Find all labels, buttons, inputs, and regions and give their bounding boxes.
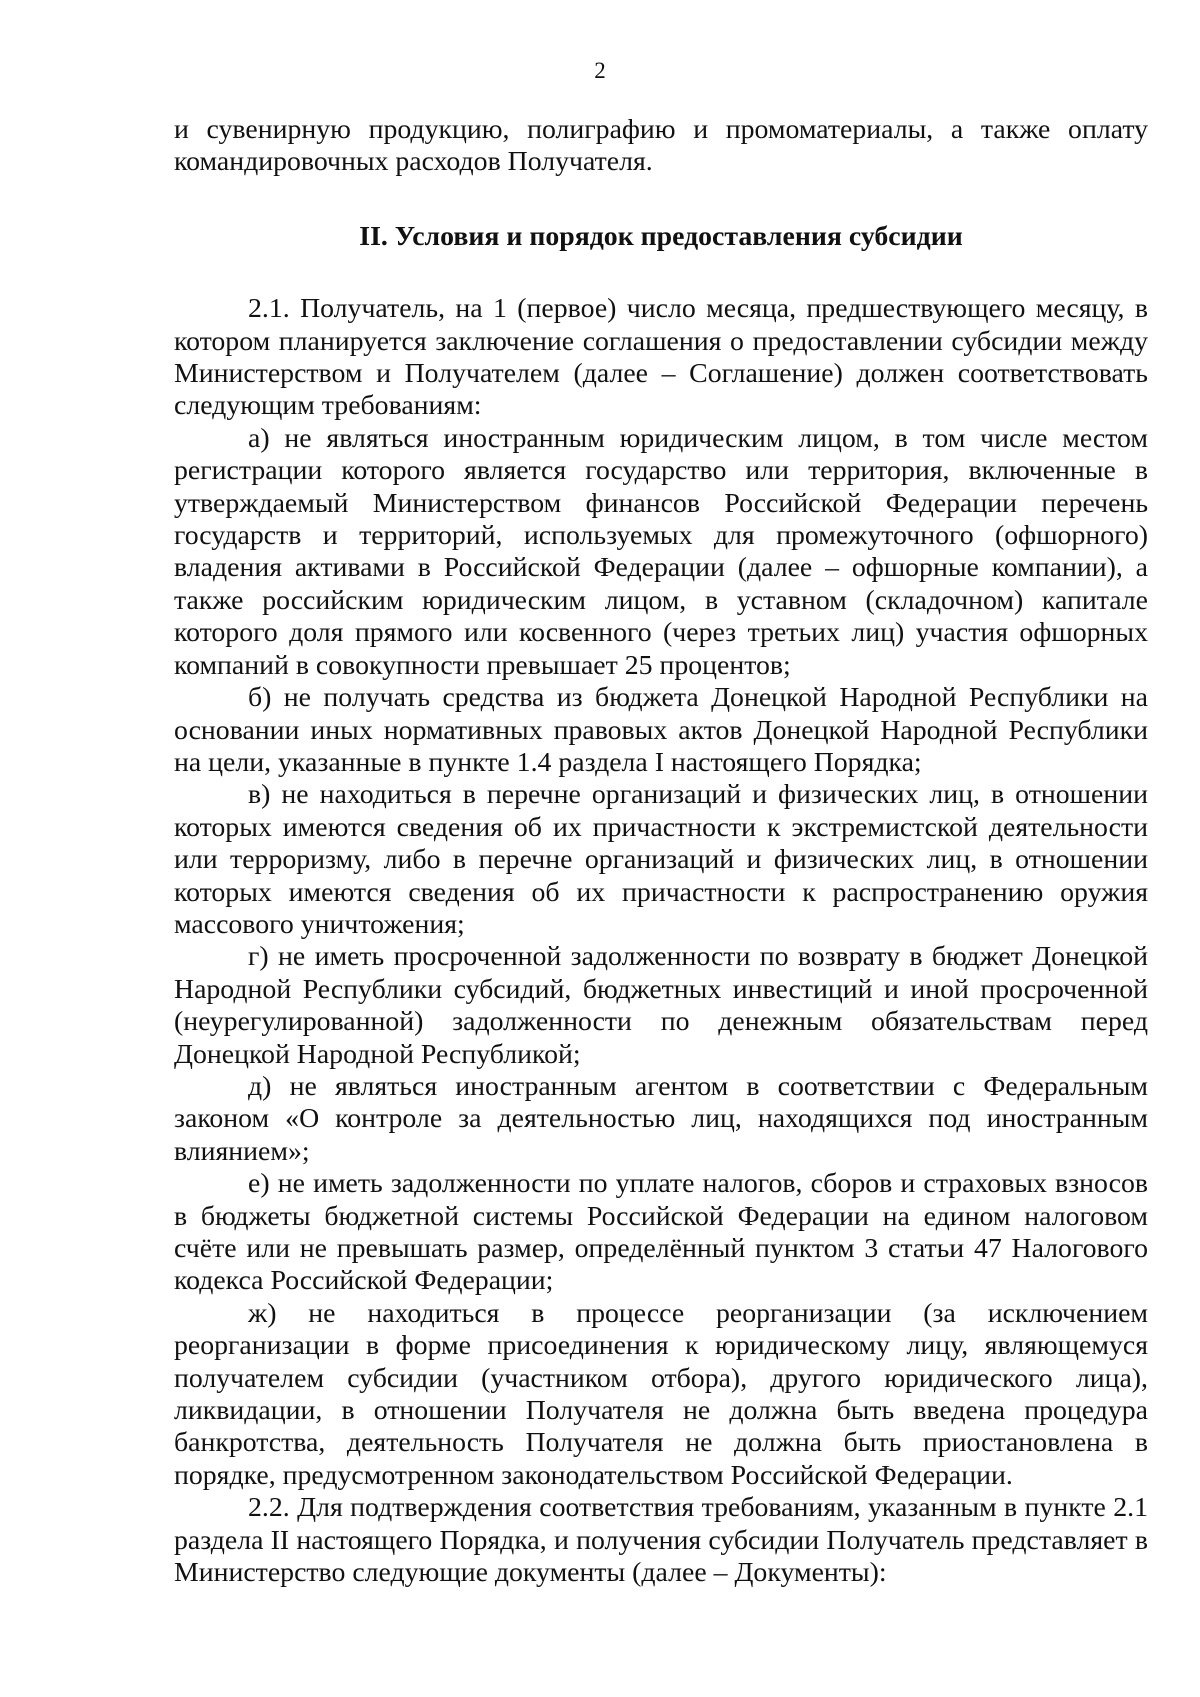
intro-paragraph: и сувенирную продукцию, полиграфию и промоматериалы, а также оплату командировочных расходов Получателя. [174, 114, 1148, 178]
page-number: 2 [594, 58, 606, 83]
requirement-g: г) не иметь просроченной задолженности по возврату в бюджет Донецкой Народной Республики субсидий, бюджетных инвестиций и иной просроченной (неурегулированной) задолженности по денежным обязательствам перед Донецкой Народной Республикой; [174, 941, 1148, 1070]
requirement-d: д) не являться иностранным агентом в соответствии с Федеральным законом «О контроле за деятельностью лиц, находящихся под иностранным влиянием»; [174, 1070, 1148, 1167]
clause-2-1: 2.1. Получатель, на 1 (первое) число месяца, предшествующего месяцу, в котором планируется заключение соглашения о предоставлении субсидии между Министерством и Получателем (далее – Соглашение) должен соответствовать следующим требованиям: [174, 293, 1148, 422]
section-heading: II. Условия и порядок предоставления субсидии [359, 220, 963, 252]
requirement-e: е) не иметь задолженности по уплате налогов, сборов и страховых взносов в бюджеты бюджетной системы Российской Федерации на едином налоговом счёте или не превышать размер, определённый пунктом 3 статьи 47 Налогового кодекса Российской Федерации; [174, 1168, 1148, 1297]
clause-2-2: 2.2. Для подтверждения соответствия требованиям, указанным в пункте 2.1 раздела II настоящего Порядка, и получения субсидии Получатель представляет в Министерство следующие документы (далее – Документы): [174, 1492, 1148, 1589]
requirement-v: в) не находиться в перечне организаций и физических лиц, в отношении которых имеются сведения об их причастности к экстремистской деятельности или терроризму, либо в перечне организаций и физических лиц, в отношении которых имеются сведения об их причастности к распространению оружия массового уничтожения; [174, 779, 1148, 940]
requirement-zh: ж) не находиться в процессе реорганизации (за исключением реорганизации в форме присоединения к юридическому лицу, являющемуся получателем субсидии (участником отбора), другого юридического лица), ликвидации, в отношении Получателя не должна быть введена процедура банкротства, деятельность Получателя не должна быть приостановлена в порядке, предусмотренном законодательством Российской Федерации. [174, 1297, 1148, 1491]
document-body [174, 114, 1148, 1589]
requirement-a: а) не являться иностранным юридическим лицом, в том числе местом регистрации которого является государство или территория, включенные в утверждаемый Министерством финансов Российской Федерации перечень государств и территорий, используемых для промежуточного (офшорного) владения активами в Российской Федерации (далее – офшорные компании), а также российским юридическим лицом, в уставном (складочном) капитале которого доля прямого или косвенного (через третьих лиц) участия офшорных компаний в совокупности превышает 25 процентов; [174, 422, 1148, 681]
requirement-b: б) не получать средства из бюджета Донецкой Народной Республики на основании иных нормативных правовых актов Донецкой Народной Республики на цели, указанные в пункте 1.4 раздела I настоящего Порядка; [174, 682, 1148, 778]
